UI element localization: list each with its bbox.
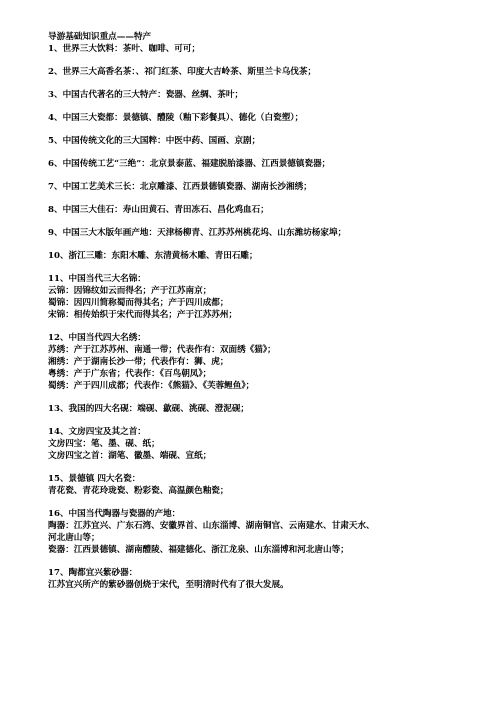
section-10 [48,250,468,262]
section-gap [48,55,468,66]
section-12 [48,332,468,392]
section-gap [48,239,468,250]
section-heading: 10、浙江三雕：东阳木雕、东清黄杨木雕、青田石雕； [48,251,258,261]
section-heading: 2、世界三大高香名茶：、祁门红茶、印度大吉岭茶、斯里兰卡乌伐茶； [48,67,317,77]
section-1 [48,43,468,55]
section-gap [48,78,468,89]
section-3 [48,89,468,101]
document-page [48,31,468,591]
section-gap [48,415,468,426]
section-gap [48,262,468,273]
section-heading: 7、中国工艺美术三长：北京雕漆、江西景德镇瓷器、湖南长沙湘绣； [48,182,312,192]
section-heading: 1、世界三大饮料：茶叶、咖啡、可可； [48,44,201,54]
section-heading: 15、景德镇 四大名瓷： [48,474,141,484]
section-heading: 8、中国三大佳石：寿山田黄石、青田冻石、昌化鸡血石； [48,205,269,215]
section-heading: 12、中国当代四大名绣： [48,333,146,343]
section-line: 河北唐山等； [48,533,100,543]
section-heading: 17、陶都宜兴紫砂器： [48,568,138,578]
section-gap [48,193,468,204]
section-line: 湘绣：产于湖南长沙一带；代表作有：狮、虎； [48,357,229,367]
section-2 [48,66,468,78]
section-17 [48,567,468,591]
section-heading: 9、中国三大木版年画产地：天津杨柳青、江苏苏州桃花坞、山东潍坊杨家埠； [48,228,347,238]
section-line: 云锦：因锦纹如云而得名；产于江苏南京； [48,286,212,296]
section-9 [48,227,468,239]
section-gap [48,497,468,508]
section-line: 文房四宝：笔、墨、砚、纸； [48,439,160,449]
section-gap [48,147,468,158]
section-heading: 6、中国传统工艺“三绝”：北京景泰蓝、福建脱胎漆器、江西景德镇瓷器； [48,159,331,169]
section-line: 蜀锦：因四川简称蜀而得其名；产于四川成都； [48,298,229,308]
section-line: 宋锦：相传始织于宋代而得其名；产于江苏苏州； [48,310,238,320]
section-line: 文房四宝之首：湖笔、徽墨、端砚、宣纸； [48,451,212,461]
section-8 [48,204,468,216]
section-gap [48,556,468,567]
section-heading: 14、文房四宝及其之首： [48,427,146,437]
section-line: 瓷器：江西景德镇、湖南醴陵、福建德化、浙江龙泉、山东淄博和河北唐山等； [48,545,349,555]
section-line: 江苏宜兴所产的紫砂器创烧于宋代，至明清时代有了很大发展。 [48,580,289,590]
section-heading: 4、中国三大瓷都：景德镇、醴陵（釉下彩餐具）、德化（白瓷塑）； [48,113,304,123]
section-gap [48,124,468,135]
section-gap [48,170,468,181]
section-4 [48,112,468,124]
section-gap [48,392,468,403]
section-15 [48,473,468,497]
sections-container [48,43,468,591]
section-heading: 5、中国传统文化的三大国粹：中医中药、国画、京剧； [48,136,261,146]
section-line: 粤绣：产于广东省；代表作：《百鸟朝凤》； [48,369,212,379]
section-16 [48,508,468,556]
section-13 [48,403,468,415]
section-7 [48,181,468,193]
section-line: 蜀绣：产于四川成都；代表作：《熊猫》、《芙蓉鲤鱼》； [48,381,255,391]
section-14 [48,426,468,462]
section-gap [48,101,468,112]
section-heading: 16、中国当代陶器与瓷器的产地： [48,509,181,519]
section-11 [48,273,468,321]
section-gap [48,321,468,332]
section-line: 苏绣：产于江苏苏州、南通一带；代表作有：双面绣《猫》； [48,345,276,355]
section-6 [48,158,468,170]
section-gap [48,462,468,473]
section-heading: 13、我国的四大名砚：端砚、歙砚、洮砚、澄泥砚； [48,404,250,414]
section-line: 青花瓷、青花玲珑瓷、粉彩瓷、高温颜色釉瓷； [48,486,229,496]
section-line: 陶器：江苏宜兴、广东石湾、安徽界首、山东淄博、湖南铜官、云南建水、甘肃天水、 [48,521,375,531]
document-title: 导游基础知识重点——特产 [48,32,152,42]
section-5 [48,135,468,147]
section-gap [48,216,468,227]
section-heading: 3、中国古代著名的三大特产：瓷器、丝绸、茶叶； [48,90,244,100]
section-heading: 11、中国当代三大名锦： [48,274,146,284]
